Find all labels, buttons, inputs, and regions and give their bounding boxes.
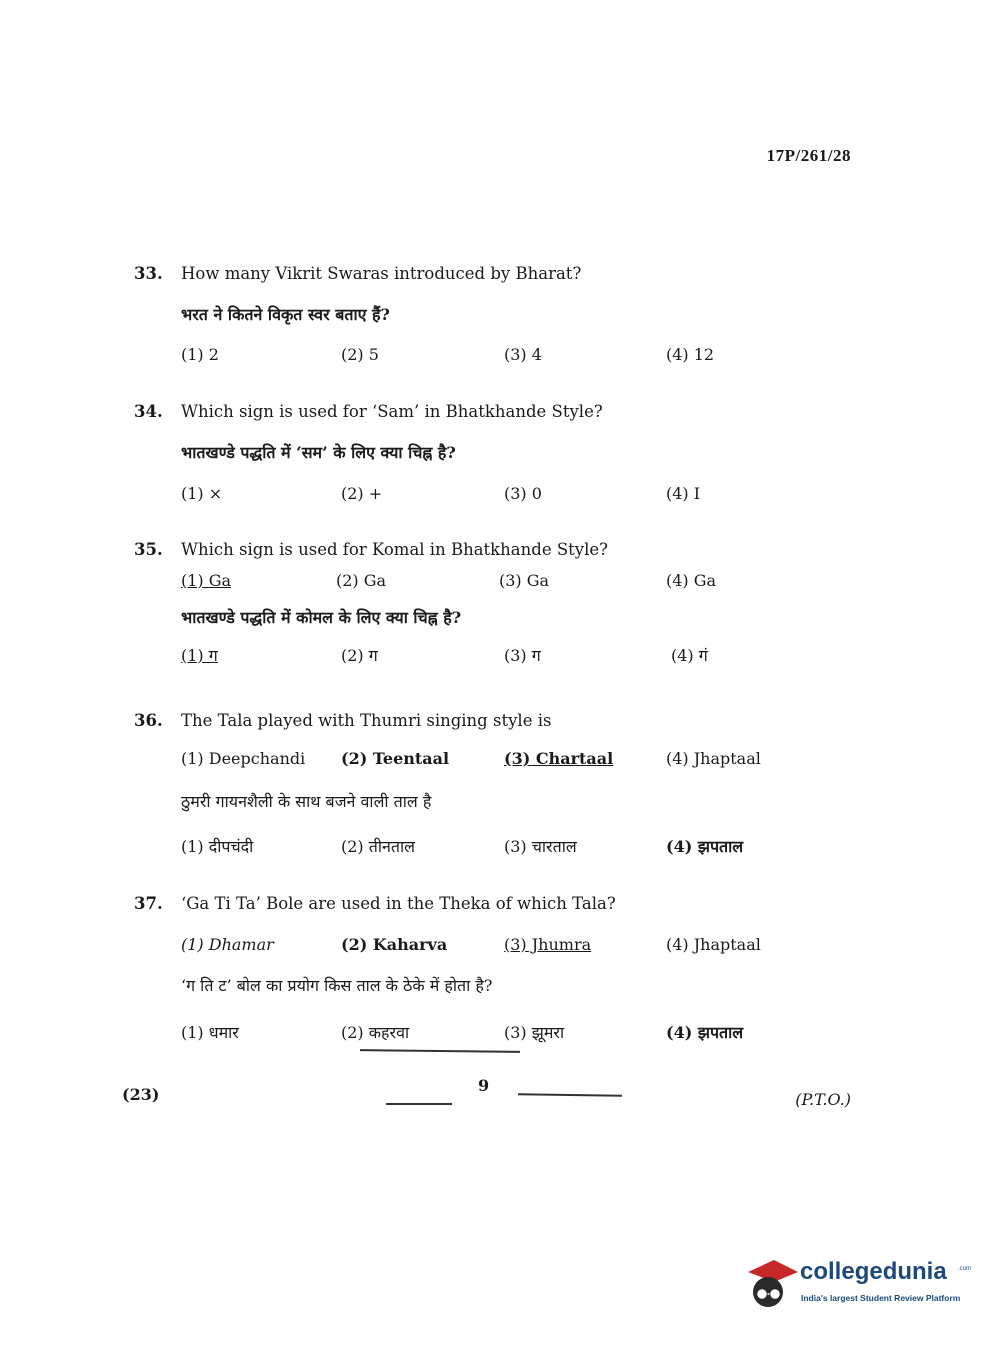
logo-name: collegedunia	[800, 1258, 947, 1285]
paper-code: 17P/261/28	[766, 146, 851, 165]
footer-code: (23)	[122, 1085, 160, 1104]
option: (3) ग	[504, 646, 541, 665]
option: (4) I	[666, 484, 701, 503]
option: (1) 2	[181, 345, 219, 364]
option: (3) Ga	[499, 571, 550, 590]
option: (1) धमार	[181, 1023, 239, 1042]
mascot-icon	[744, 1252, 798, 1310]
pen-scribble	[360, 1049, 520, 1052]
option: (3) चारताल	[504, 837, 577, 856]
collegedunia-logo	[744, 1252, 972, 1312]
question-number: 34.	[134, 402, 163, 421]
option: (2) Kaharva	[341, 935, 448, 954]
options-row	[181, 484, 781, 508]
option: (4) Ga	[666, 571, 717, 590]
question-text-en: Which sign is used for Komal in Bhatkhande Style?	[181, 540, 608, 559]
logo-suffix: .com	[958, 1266, 972, 1272]
option: (2) Ga	[336, 571, 387, 590]
question-text-en: The Tala played with Thumri singing style is	[181, 711, 552, 730]
options-row-en	[181, 935, 781, 959]
question-number: 37.	[134, 894, 163, 913]
option: (3) 0	[504, 484, 542, 503]
option: (3) Jhumra	[504, 935, 592, 954]
option: (4) 12	[666, 345, 715, 364]
option: (2) 5	[341, 345, 379, 364]
question-text-hi: भातखण्डे पद्धति में कोमल के लिए क्या चिह्न है?	[181, 608, 462, 627]
question-text-hi: ‘ग ति ट’ बोल का प्रयोग किस ताल के ठेके में होता है?	[181, 976, 493, 995]
option: (3) झूमरा	[504, 1023, 565, 1042]
options-row	[181, 835, 781, 859]
options-row	[181, 644, 781, 668]
option: (2) +	[341, 484, 383, 503]
pen-scribble	[518, 1093, 622, 1096]
option: (4) Jhaptaal	[666, 749, 761, 768]
option: (4) झपताल	[666, 837, 744, 856]
question-text-en: ‘Ga Ti Ta’ Bole are used in the Theka of which Tala?	[181, 894, 616, 913]
question-text-hi: भरत ने कितने विकृत स्वर बताए हैं?	[181, 305, 390, 324]
option: (1) Ga	[181, 571, 232, 590]
pto-label: (P.T.O.)	[795, 1090, 851, 1109]
question-text-hi: भातखण्डे पद्धति में ‘सम’ के लिए क्या चिह्न है?	[181, 443, 456, 462]
options-row	[181, 345, 781, 369]
option: (4) गं	[671, 646, 708, 665]
option: (1) ग	[181, 646, 218, 665]
logo-tagline: India's largest Student Review Platform	[801, 1293, 961, 1303]
question-number: 33.	[134, 264, 163, 283]
option: (2) तीनताल	[341, 837, 416, 856]
option: (2) कहरवा	[341, 1023, 410, 1042]
question-text-hi: ठुमरी गायनशैली के साथ बजने वाली ताल है	[181, 792, 432, 811]
option: (2) Teentaal	[341, 749, 450, 768]
question-text-en: Which sign is used for ‘Sam’ in Bhatkhande Style?	[181, 402, 603, 421]
option: (3) Chartaal	[504, 749, 614, 768]
question-number: 36.	[134, 711, 163, 730]
options-row-en	[181, 571, 781, 595]
option: (3) 4	[504, 345, 542, 364]
option: (4) झपताल	[666, 1023, 744, 1042]
option: (2) ग	[341, 646, 378, 665]
question-number: 35.	[134, 540, 163, 559]
option: (1) Dhamar	[181, 935, 274, 954]
pen-scribble	[386, 1103, 452, 1105]
option: (4) Jhaptaal	[666, 935, 761, 954]
page-number: 9	[478, 1076, 490, 1095]
options-row	[181, 1021, 781, 1045]
option: (1) दीपचंदी	[181, 837, 254, 856]
options-row-en	[181, 749, 781, 773]
question-text-en: How many Vikrit Swaras introduced by Bharat?	[181, 264, 582, 283]
option: (1) Deepchandi	[181, 749, 306, 768]
option: (1) ×	[181, 484, 223, 503]
